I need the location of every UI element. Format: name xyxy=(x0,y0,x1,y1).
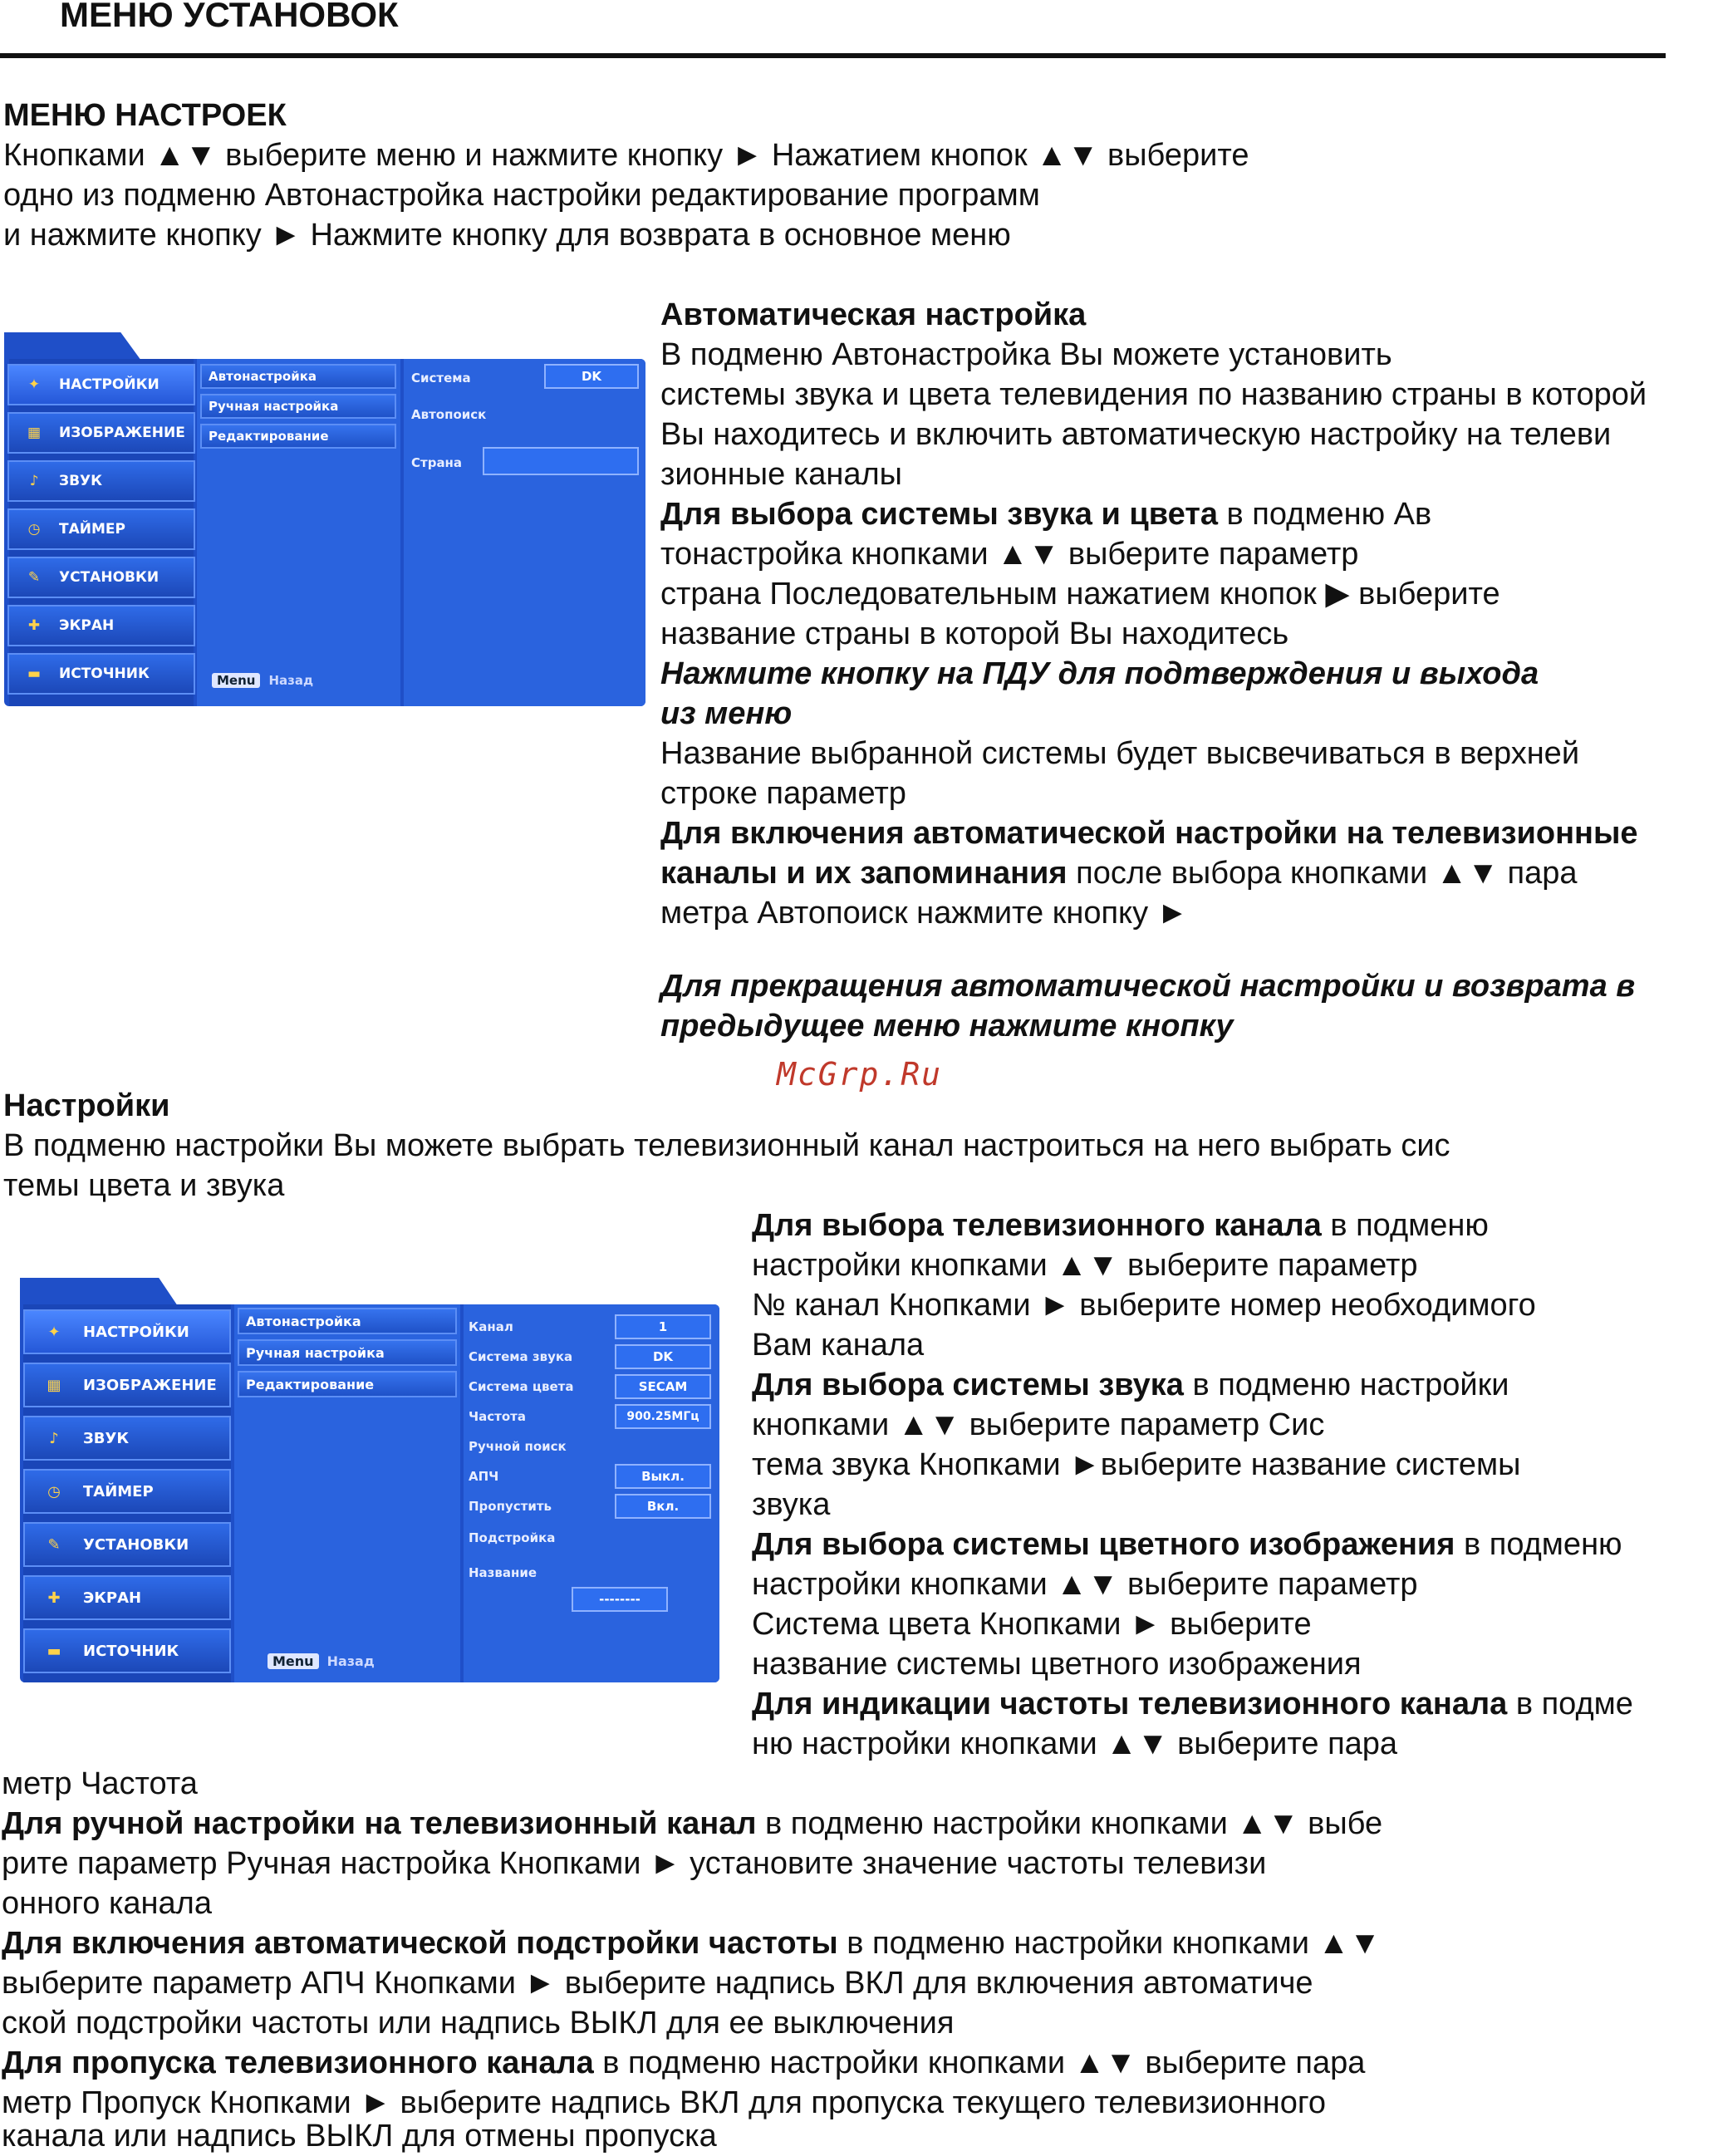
bottom-line: онного канала xyxy=(2,1886,212,1921)
channel-select-line: № канал Кнопками ► выберите номер необходимого xyxy=(752,1288,1536,1323)
tv-menu-screenshot-manual xyxy=(20,1304,719,1682)
bottom-line: выберите параметр АПЧ Кнопками ► выберите надпись ВКЛ для включения автоматиче xyxy=(2,1966,1313,2001)
intro-line: и нажмите кнопку ► Нажмите кнопку для возврата в основное меню xyxy=(3,218,1011,253)
param-afc: АПЧ xyxy=(469,1469,499,1484)
submenu-item-edit: Редактирование xyxy=(200,424,396,449)
sidebar-item-screen: ✚ ЭКРАН xyxy=(23,1575,231,1620)
autotune-system-line: название страны в которой Вы находитесь xyxy=(660,616,1289,651)
value-color-system: SECAM xyxy=(615,1374,711,1399)
autotune-search-line: каналы и их запоминания после выбора кнопками ▲▼ пара xyxy=(660,856,1578,891)
autotune-line: системы звука и цвета телевидения по названию страны в которой xyxy=(660,377,1647,412)
submenu-item-edit: Редактирование xyxy=(238,1371,457,1397)
param-color-system: Система цвета xyxy=(469,1379,574,1394)
intro-line: одно из подменю Автонастройка настройки редактирование программ xyxy=(3,178,1040,213)
param-country: Страна xyxy=(411,455,463,470)
menu-back-hint: Menu Назад xyxy=(212,673,313,688)
channel-select-line: настройки кнопками ▲▼ выберите параметр xyxy=(752,1248,1418,1283)
value-channel: 1 xyxy=(615,1314,711,1339)
value-country xyxy=(483,447,639,475)
menu-back-hint: Menu Назад xyxy=(268,1653,375,1669)
sidebar-item-setup: ✎ УСТАНОВКИ xyxy=(23,1522,231,1567)
param-frequency: Частота xyxy=(469,1409,526,1424)
sidebar-item-settings: ✦ НАСТРОЙКИ xyxy=(7,364,195,405)
value-afc: Выкл. xyxy=(615,1464,711,1489)
value-sound-system: DK xyxy=(615,1344,711,1369)
bottom-line: метр Частота xyxy=(2,1766,198,1801)
sidebar-item-sound: ♪ ЗВУК xyxy=(7,460,195,502)
sidebar-item-source: ▬ ИСТОЧНИК xyxy=(23,1628,231,1673)
menu1-tab-notch xyxy=(4,332,141,361)
autotune-line: В подменю Автонастройка Вы можете установить xyxy=(660,337,1392,372)
channel-select-line: Вам канала xyxy=(752,1328,925,1363)
clock-icon: ◷ xyxy=(47,1482,61,1500)
sound-system-line: кнопками ▲▼ выберите параметр Сис xyxy=(752,1407,1325,1442)
color-system-line: настройки кнопками ▲▼ выберите параметр xyxy=(752,1567,1418,1602)
bottom-line: канала или надпись ВЫКЛ для отмены пропуска xyxy=(2,2119,717,2154)
source-icon: ▬ xyxy=(47,1642,61,1660)
submenu-item-autotune: Автонастройка xyxy=(200,364,396,389)
color-system-line: Система цвета Кнопками ► выберите xyxy=(752,1607,1312,1642)
sidebar-item-setup: ✎ УСТАНОВКИ xyxy=(7,557,195,598)
autotune-stop-line: Для прекращения автоматической настройки и возврата в xyxy=(660,969,1636,1004)
autotune-confirm-line: из меню xyxy=(660,696,793,731)
frequency-line: Для индикации частоты телевизионного канала в подме xyxy=(752,1687,1633,1721)
autotune-search-line: Для включения автоматической настройки на телевизионные xyxy=(660,816,1638,851)
color-system-line: название системы цветного изображения xyxy=(752,1647,1362,1682)
sidebar-item-sound: ♪ ЗВУК xyxy=(23,1416,231,1461)
picture-icon: ▦ xyxy=(47,1376,61,1394)
music-note-icon: ♪ xyxy=(49,1429,59,1447)
sound-system-line: Для выбора системы звука в подменю настройки xyxy=(752,1368,1509,1402)
clock-icon: ◷ xyxy=(27,521,41,538)
value-skip: Вкл. xyxy=(615,1494,711,1519)
bottom-line: рите параметр Ручная настройка Кнопками ► установите значение частоты телевизи xyxy=(2,1846,1267,1881)
sidebar-item-timer: ◷ ТАЙМЕР xyxy=(23,1469,231,1514)
param-system: Система xyxy=(411,371,471,386)
bottom-line: ской подстройки частоты или надпись ВЫКЛ для ее выключения xyxy=(2,2006,955,2041)
section-heading-settings-menu: МЕНЮ НАСТРОЕК xyxy=(3,98,287,133)
satellite-icon: ✦ xyxy=(27,376,41,393)
param-manual-search: Ручной поиск xyxy=(469,1439,567,1454)
menu2-tab-notch xyxy=(20,1278,178,1306)
autotune-search-line: метра Автопоиск нажмите кнопку ► xyxy=(660,896,1189,931)
sidebar-item-picture: ▦ ИЗОБРАЖЕНИЕ xyxy=(23,1363,231,1407)
picture-icon: ▦ xyxy=(27,425,42,441)
value-name: -------- xyxy=(572,1587,668,1612)
frequency-line: ню настройки кнопками ▲▼ выберите пара xyxy=(752,1726,1398,1761)
channel-select-line: Для выбора телевизионного канала в подменю xyxy=(752,1208,1489,1243)
param-skip: Пропустить xyxy=(469,1499,552,1514)
intro-line: Кнопками ▲▼ выберите меню и нажмите кнопку ► Нажатием кнопок ▲▼ выберите xyxy=(3,138,1249,173)
submenu-item-autotune: Автонастройка xyxy=(238,1308,457,1334)
sidebar-item-timer: ◷ ТАЙМЕР xyxy=(7,508,195,550)
title-divider xyxy=(0,53,1666,58)
submenu-item-manual-tune: Ручная настройка xyxy=(200,394,396,419)
wrench-icon: ✎ xyxy=(27,569,41,586)
color-system-line: Для выбора системы цветного изображения в подменю xyxy=(752,1527,1622,1562)
bottom-line: Для ручной настройки на телевизионный канал в подменю настройки кнопками ▲▼ выбе xyxy=(2,1806,1383,1841)
manual-line: темы цвета и звука xyxy=(3,1168,285,1203)
sidebar-item-source: ▬ ИСТОЧНИК xyxy=(7,653,195,695)
source-icon: ▬ xyxy=(27,665,42,682)
param-name: Название xyxy=(469,1565,537,1580)
tv-menu-screenshot-autotune xyxy=(4,359,645,706)
watermark: McGrp.Ru xyxy=(777,1056,943,1093)
autotune-stop-line: предыдущее меню нажмите кнопку xyxy=(660,1009,1234,1044)
music-note-icon: ♪ xyxy=(29,473,39,489)
sidebar-item-picture: ▦ ИЗОБРАЖЕНИЕ xyxy=(7,412,195,454)
bottom-line: Для пропуска телевизионного канала в подменю настройки кнопками ▲▼ выберите пара xyxy=(2,2045,1366,2080)
submenu-item-manual-tune: Ручная настройка xyxy=(238,1339,457,1366)
value-frequency: 900.25МГц xyxy=(615,1404,711,1429)
satellite-icon: ✦ xyxy=(47,1323,61,1341)
wrench-icon: ✎ xyxy=(47,1535,61,1554)
autotune-system-line: Для выбора системы звука и цвета в подменю Ав xyxy=(660,497,1432,532)
sidebar-item-settings: ✦ НАСТРОЙКИ xyxy=(23,1309,231,1354)
sound-system-line: тема звука Кнопками ►выберите название системы xyxy=(752,1447,1521,1482)
autotune-line: зионные каналы xyxy=(660,457,902,492)
sidebar-item-screen: ✚ ЭКРАН xyxy=(7,605,195,646)
param-channel: Канал xyxy=(469,1319,513,1334)
param-sound-system: Система звука xyxy=(469,1349,573,1364)
page-title: МЕНЮ УСТАНОВОК xyxy=(60,0,399,34)
autotune-system-line: тонастройка кнопками ▲▼ выберите параметр xyxy=(660,537,1359,572)
autotune-system-line: страна Последовательным нажатием кнопок ▶ выберите xyxy=(660,577,1500,611)
manual-line: В подменю настройки Вы можете выбрать телевизионный канал настроиться на него выбрать сис xyxy=(3,1128,1450,1163)
screen-icon: ✚ xyxy=(27,617,41,634)
bottom-line: метр Пропуск Кнопками ► выберите надпись ВКЛ для пропуска текущего телевизионного xyxy=(2,2085,1327,2120)
autotune-name-line: Название выбранной системы будет высвечиваться в верхней xyxy=(660,736,1580,771)
param-fine-tune: Подстройка xyxy=(469,1530,556,1545)
screen-icon: ✚ xyxy=(47,1589,61,1607)
autotune-confirm-line: Нажмите кнопку на ПДУ для подтверждения и выхода xyxy=(660,656,1539,691)
bottom-line: Для включения автоматической подстройки частоты в подменю настройки кнопками ▲▼ xyxy=(2,1926,1381,1961)
menu-key-label: Menu xyxy=(268,1653,319,1669)
section-heading-autotune: Автоматическая настройка xyxy=(660,297,1087,332)
param-autosearch: Автопоиск xyxy=(411,407,487,422)
section-heading-manual: Настройки xyxy=(3,1088,170,1123)
autotune-name-line: строке параметр xyxy=(660,776,906,811)
menu-key-label: Menu xyxy=(212,673,260,688)
autotune-line: Вы находитесь и включить автоматическую настройку на телеви xyxy=(660,417,1612,452)
value-system: DK xyxy=(544,364,639,389)
sound-system-line: звука xyxy=(752,1487,831,1522)
